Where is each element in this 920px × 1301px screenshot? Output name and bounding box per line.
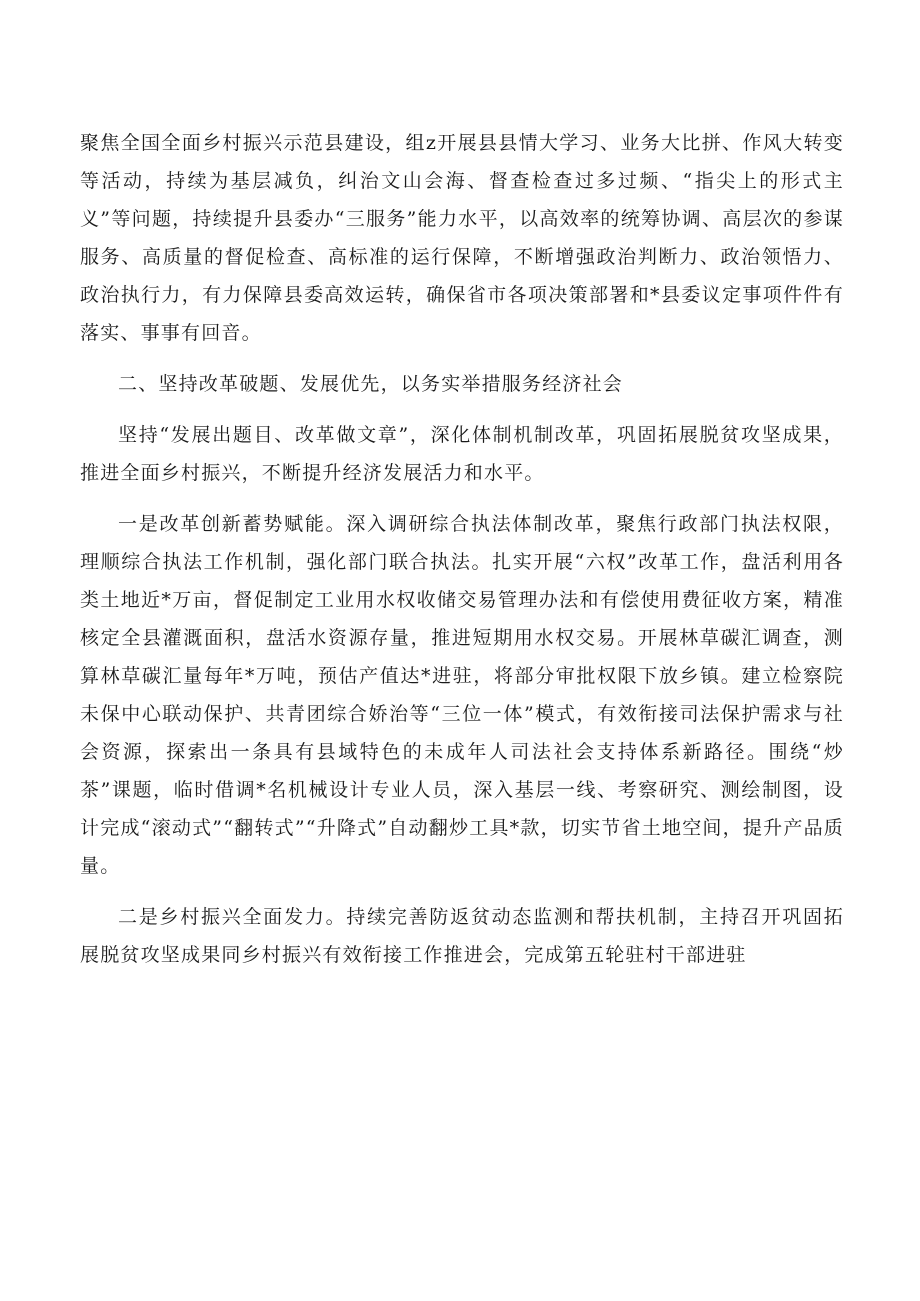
paragraph-intro: 坚持“发展出题目、改革做文章”，深化体制机制改革，巩固拓展脱贫攻坚成果，推进全面乡村振兴，不断提升经济发展活力和水平。 <box>80 424 844 484</box>
paragraph-rural-revitalization: 二是乡村振兴全面发力。持续完善防返贫动态监测和帮扶机制，主持召开巩固拓展脱贫攻坚成果同乡村振兴有效衔接工作推进会，完成第五轮驻村干部进驻 <box>80 906 844 966</box>
section-heading: 二、坚持改革破题、发展优先，以务实举措服务经济社会 <box>118 373 624 395</box>
document-body <box>80 124 844 987</box>
paragraph-continuation: 聚焦全国全面乡村振兴示范县建设，组z开展县县情大学习、业务大比拼、作风大转变等活动，持续为基层减负，纠治文山会海、督查检查过多过频、“指尖上的形式主义”等问题，持续提升县委办“三服务”能力水平，以高效率的统筹协调、高层次的参谋服务、高质量的督促检查、高标准的运行保障，不断增强政治判断力、政治领悟力、政治执行力，有力保障县委高效运转，确保省市各项决策部署和*县委议定事项件件有落实、事事有回音。 <box>80 132 844 344</box>
paragraph-reform: 一是改革创新蓄势赋能。深入调研综合执法体制改革，聚焦行政部门执法权限，理顺综合执法工作机制，强化部门联合执法。扎实开展“六权”改革工作，盘活利用各类土地近*万亩，督促制定工业用水权收储交易管理办法和有偿使用费征收方案，精准核定全县灌溉面积，盘活水资源存量，推进短期用水权交易。开展林草碳汇调查，测算林草碳汇量每年*万吨，预估产值达*进驻，将部分审批权限下放乡镇。建立检察院未保中心联动保护、共青团综合娇治等“三位一体”模式，有效衔接司法保护需求与社会资源，探索出一条具有县域特色的未成年人司法社会支持体系新路径。围绕“炒茶”课题，临时借调*名机械设计专业人员，深入基层一线、考察研究、测绘制图，设计完成“滚动式”“翻转式”“升降式”自动翻炒工具*款，切实节省土地空间，提升产品质量。 <box>80 513 844 877</box>
